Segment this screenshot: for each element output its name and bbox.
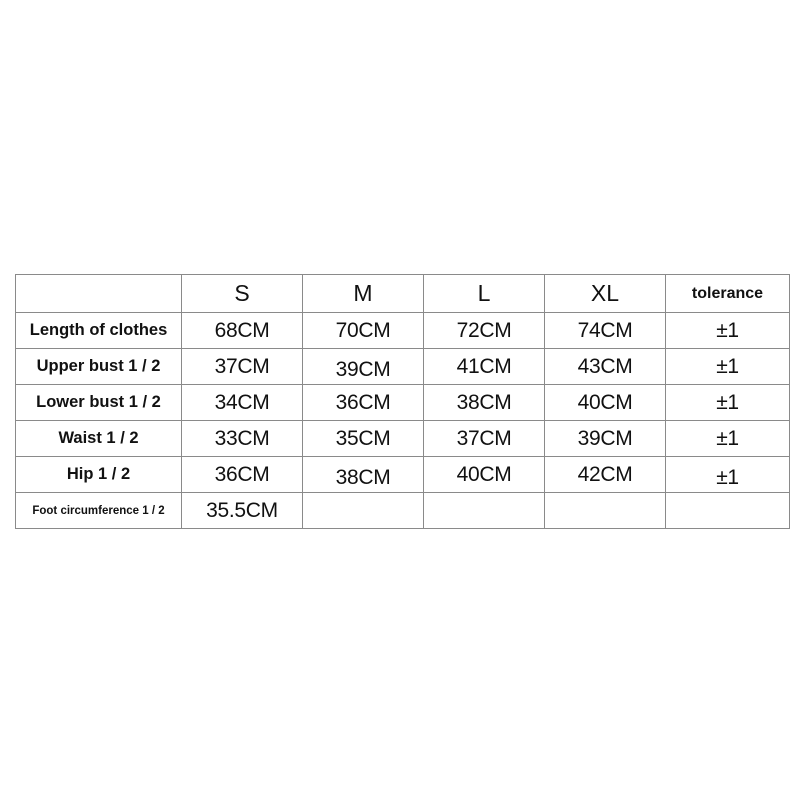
table-row [16, 385, 790, 421]
tolerance-header: tolerance [666, 275, 790, 313]
table-row [16, 313, 790, 349]
value-cell: 35CM [303, 421, 424, 457]
value-cell: 41CM [424, 349, 545, 385]
header-row [16, 275, 790, 313]
value-cell: 34CM [182, 385, 303, 421]
table-row [16, 421, 790, 457]
value-cell: 36CM [303, 385, 424, 421]
value-cell: 33CM [182, 421, 303, 457]
corner-cell [16, 275, 182, 313]
value-cell: 36CM [182, 457, 303, 493]
row-label-length: Length of clothes [16, 313, 182, 349]
row-label-hip: Hip 1 / 2 [16, 457, 182, 493]
tolerance-cell: ±1 [666, 421, 790, 457]
value-cell: 39CM [545, 421, 666, 457]
value-cell [303, 493, 424, 529]
row-label-waist: Waist 1 / 2 [16, 421, 182, 457]
value-cell: 38CM [424, 385, 545, 421]
value-cell: 43CM [545, 349, 666, 385]
value-cell: 68CM [182, 313, 303, 349]
value-cell [424, 493, 545, 529]
value-cell: 70CM [303, 313, 424, 349]
value-cell: 39CM [303, 352, 424, 388]
table-row [16, 493, 790, 529]
row-label-foot-circumference: Foot circumference 1 / 2 [16, 493, 182, 529]
value-cell: 35.5CM [182, 493, 303, 529]
tolerance-cell: ±1 [666, 349, 790, 385]
tolerance-cell: ±1 [666, 385, 790, 421]
size-header-l: L [424, 275, 545, 313]
value-cell: 42CM [545, 457, 666, 493]
size-chart-table [15, 274, 790, 529]
table-row [16, 457, 790, 493]
row-label-lower-bust: Lower bust 1 / 2 [16, 385, 182, 421]
tolerance-cell: ±1 [666, 460, 790, 496]
value-cell: 40CM [545, 385, 666, 421]
value-cell: 38CM [303, 460, 424, 496]
value-cell: 40CM [424, 457, 545, 493]
size-header-s: S [182, 275, 303, 313]
size-header-xl: XL [545, 275, 666, 313]
row-label-upper-bust: Upper bust 1 / 2 [16, 349, 182, 385]
value-cell [545, 493, 666, 529]
tolerance-cell [666, 493, 790, 529]
value-cell: 74CM [545, 313, 666, 349]
value-cell: 72CM [424, 313, 545, 349]
value-cell: 37CM [182, 349, 303, 385]
tolerance-cell: ±1 [666, 313, 790, 349]
value-cell: 37CM [424, 421, 545, 457]
size-header-m: M [303, 275, 424, 313]
table-row [16, 349, 790, 385]
